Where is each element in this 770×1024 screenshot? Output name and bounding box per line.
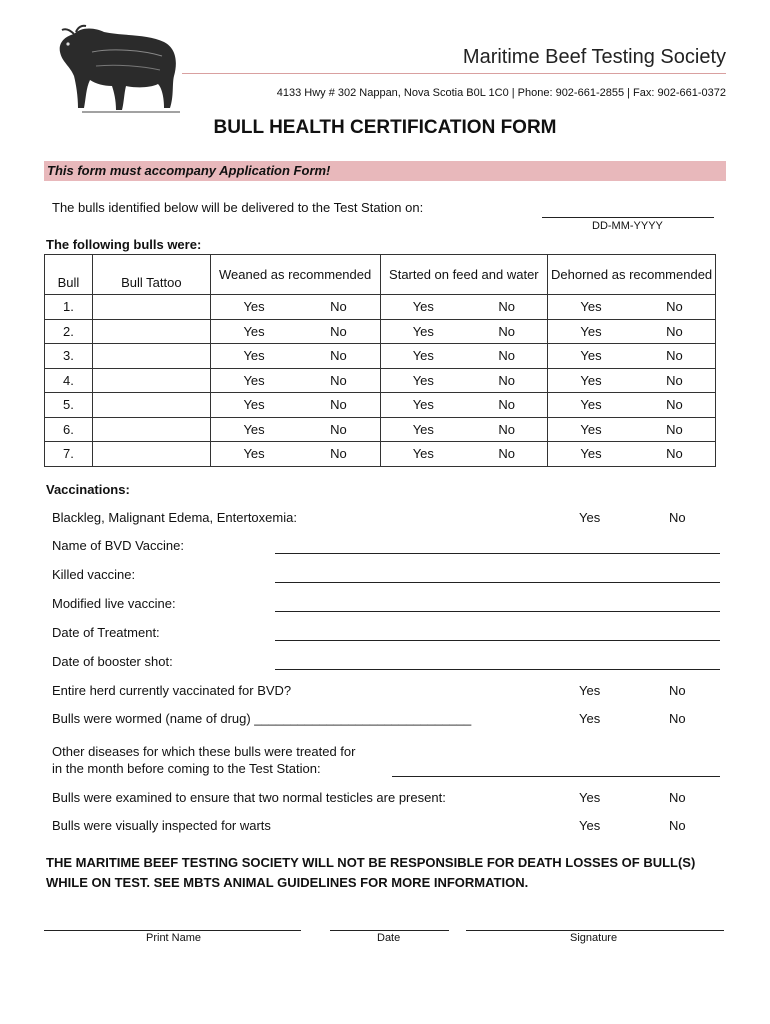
weaned-yes[interactable]: Yes: [243, 323, 265, 339]
blackleg-yes[interactable]: Yes: [579, 510, 601, 525]
signature-field[interactable]: [466, 930, 724, 931]
weaned-no[interactable]: No: [330, 372, 347, 388]
bull-number: 4.: [45, 368, 93, 393]
feed-no[interactable]: No: [498, 446, 515, 462]
date-format-hint: DD-MM-YYYY: [592, 220, 663, 232]
dehorned-no[interactable]: No: [666, 397, 683, 413]
warts-yes[interactable]: Yes: [579, 818, 601, 833]
bull-number: 5.: [45, 393, 93, 418]
table-header-row: [45, 255, 716, 295]
feed-yes[interactable]: Yes: [412, 323, 434, 339]
feed-choice: [380, 319, 548, 344]
wormed-yes[interactable]: Yes: [579, 711, 601, 726]
col-weaned: Weaned as recommended: [210, 255, 380, 295]
dehorned-choice: [548, 295, 716, 320]
bull-tattoo-field[interactable]: [92, 344, 210, 369]
blackleg-label: Blackleg, Malignant Edema, Entertoxemia:: [52, 510, 297, 525]
testicles-no[interactable]: No: [669, 790, 686, 805]
other-diseases-label-1: Other diseases for which these bulls were treated for: [52, 744, 356, 759]
weaned-no[interactable]: No: [330, 446, 347, 462]
other-diseases-field[interactable]: [392, 776, 720, 777]
feed-yes[interactable]: Yes: [412, 421, 434, 437]
contact-info: 4133 Hwy # 302 Nappan, Nova Scotia B0L 1C0 | Phone: 902-661-2855 | Fax: 902-661-0372: [276, 87, 726, 99]
feed-choice: [380, 417, 548, 442]
dehorned-no[interactable]: No: [666, 446, 683, 462]
warts-label: Bulls were visually inspected for warts: [52, 818, 271, 833]
testicles-label: Bulls were examined to ensure that two normal testicles are present:: [52, 790, 446, 805]
bull-number: 2.: [45, 319, 93, 344]
signature-label: Signature: [570, 932, 618, 944]
weaned-choice: [210, 319, 380, 344]
dehorned-choice: [548, 417, 716, 442]
weaned-yes[interactable]: Yes: [243, 299, 265, 315]
testicles-yes[interactable]: Yes: [579, 790, 601, 805]
bull-number: 1.: [45, 295, 93, 320]
bull-tattoo-field[interactable]: [92, 393, 210, 418]
feed-choice: [380, 393, 548, 418]
treatment-date-label: Date of Treatment:: [52, 625, 160, 640]
delivery-label: The bulls identified below will be delivered to the Test Station on:: [52, 200, 424, 215]
feed-no[interactable]: No: [498, 421, 515, 437]
feed-yes[interactable]: Yes: [412, 446, 434, 462]
table-heading: The following bulls were:: [46, 237, 202, 252]
blackleg-no[interactable]: No: [669, 510, 686, 525]
notice-text: This form must accompany Application Form!: [47, 163, 331, 178]
dehorned-yes[interactable]: Yes: [580, 299, 602, 315]
header-divider: [182, 73, 726, 74]
weaned-yes[interactable]: Yes: [243, 348, 265, 364]
feed-yes[interactable]: Yes: [412, 372, 434, 388]
weaned-choice: [210, 417, 380, 442]
weaned-no[interactable]: No: [330, 421, 347, 437]
bull-logo-icon: [52, 22, 182, 114]
wormed-no[interactable]: No: [669, 711, 686, 726]
weaned-choice: [210, 393, 380, 418]
bull-tattoo-field[interactable]: [92, 417, 210, 442]
feed-yes[interactable]: Yes: [412, 397, 434, 413]
print-name-label: Print Name: [146, 932, 202, 944]
treatment-date-field[interactable]: [275, 640, 720, 641]
bull-number: 7.: [45, 442, 93, 467]
weaned-yes[interactable]: Yes: [243, 421, 265, 437]
dehorned-no[interactable]: No: [666, 348, 683, 364]
bull-tattoo-field[interactable]: [92, 295, 210, 320]
modified-field[interactable]: [275, 611, 720, 612]
table-row: [45, 344, 716, 369]
weaned-choice: [210, 344, 380, 369]
warts-no[interactable]: No: [669, 818, 686, 833]
print-name-field[interactable]: [44, 930, 301, 931]
dehorned-choice: [548, 368, 716, 393]
weaned-choice: [210, 368, 380, 393]
col-tattoo: Bull Tattoo: [92, 255, 210, 295]
form-title: BULL HEALTH CERTIFICATION FORM: [213, 117, 557, 138]
dehorned-choice: [548, 442, 716, 467]
herd-bvd-yes[interactable]: Yes: [579, 683, 601, 698]
table-row: [45, 442, 716, 467]
weaned-no[interactable]: No: [330, 299, 347, 315]
dehorned-yes[interactable]: Yes: [580, 446, 602, 462]
dehorned-no[interactable]: No: [666, 372, 683, 388]
disclaimer: THE MARITIME BEEF TESTING SOCIETY WILL NOT BE RESPONSIBLE FOR DEATH LOSSES OF BULL(S) WHILE ON TEST. SEE MBTS ANIMAL GUIDELINES FOR MORE INFORMATION.: [46, 855, 696, 890]
dehorned-no[interactable]: No: [666, 323, 683, 339]
vaccinations-heading: Vaccinations:: [46, 482, 130, 497]
col-bull: Bull: [45, 255, 93, 295]
dehorned-no[interactable]: No: [666, 421, 683, 437]
herd-bvd-no[interactable]: No: [669, 683, 686, 698]
date-field[interactable]: [330, 930, 449, 931]
dehorned-yes[interactable]: Yes: [580, 397, 602, 413]
weaned-no[interactable]: No: [330, 397, 347, 413]
dehorned-choice: [548, 319, 716, 344]
table-row: [45, 319, 716, 344]
col-feed: Started on feed and water: [380, 255, 548, 295]
bulls-table: [44, 254, 716, 467]
dehorned-no[interactable]: No: [666, 299, 683, 315]
bull-tattoo-field[interactable]: [92, 368, 210, 393]
herd-bvd-label: Entire herd currently vaccinated for BVD?: [52, 683, 292, 698]
weaned-yes[interactable]: Yes: [243, 446, 265, 462]
table-row: [45, 295, 716, 320]
delivery-date-field[interactable]: [542, 217, 714, 218]
weaned-choice: [210, 295, 380, 320]
dehorned-yes[interactable]: Yes: [580, 372, 602, 388]
dehorned-yes[interactable]: Yes: [580, 348, 602, 364]
date-label: Date: [377, 932, 401, 944]
bvd-name-label: Name of BVD Vaccine:: [52, 538, 184, 553]
bull-number: 3.: [45, 344, 93, 369]
feed-choice: [380, 368, 548, 393]
feed-no[interactable]: No: [498, 348, 515, 364]
dehorned-choice: [548, 344, 716, 369]
killed-field[interactable]: [275, 582, 720, 583]
feed-no[interactable]: No: [498, 299, 515, 315]
table-row: [45, 368, 716, 393]
bull-tattoo-field[interactable]: [92, 442, 210, 467]
feed-choice: [380, 344, 548, 369]
feed-yes[interactable]: Yes: [412, 348, 434, 364]
feed-yes[interactable]: Yes: [412, 299, 434, 315]
dehorned-yes[interactable]: Yes: [580, 323, 602, 339]
weaned-no[interactable]: No: [330, 348, 347, 364]
feed-no[interactable]: No: [498, 323, 515, 339]
table-row: [45, 417, 716, 442]
killed-label: Killed vaccine:: [52, 567, 136, 582]
bull-tattoo-field[interactable]: [92, 319, 210, 344]
col-dehorned: Dehorned as recommended: [548, 255, 716, 295]
booster-date-field[interactable]: [275, 669, 720, 670]
feed-no[interactable]: No: [498, 397, 515, 413]
feed-choice: [380, 442, 548, 467]
dehorned-choice: [548, 393, 716, 418]
table-row: [45, 393, 716, 418]
weaned-yes[interactable]: Yes: [243, 372, 265, 388]
weaned-choice: [210, 442, 380, 467]
wormed-label: Bulls were wormed (name of drug) ______________________________: [52, 711, 472, 726]
weaned-yes[interactable]: Yes: [243, 397, 265, 413]
booster-date-label: Date of booster shot:: [52, 654, 173, 669]
dehorned-yes[interactable]: Yes: [580, 421, 602, 437]
weaned-no[interactable]: No: [330, 323, 347, 339]
feed-choice: [380, 295, 548, 320]
modified-label: Modified live vaccine:: [52, 596, 176, 611]
org-name: Maritime Beef Testing Society: [462, 46, 726, 68]
bvd-name-field[interactable]: [275, 553, 720, 554]
feed-no[interactable]: No: [498, 372, 515, 388]
notice-banner: [44, 161, 726, 181]
bull-number: 6.: [45, 417, 93, 442]
other-diseases-label-2: in the month before coming to the Test Station:: [52, 761, 321, 776]
